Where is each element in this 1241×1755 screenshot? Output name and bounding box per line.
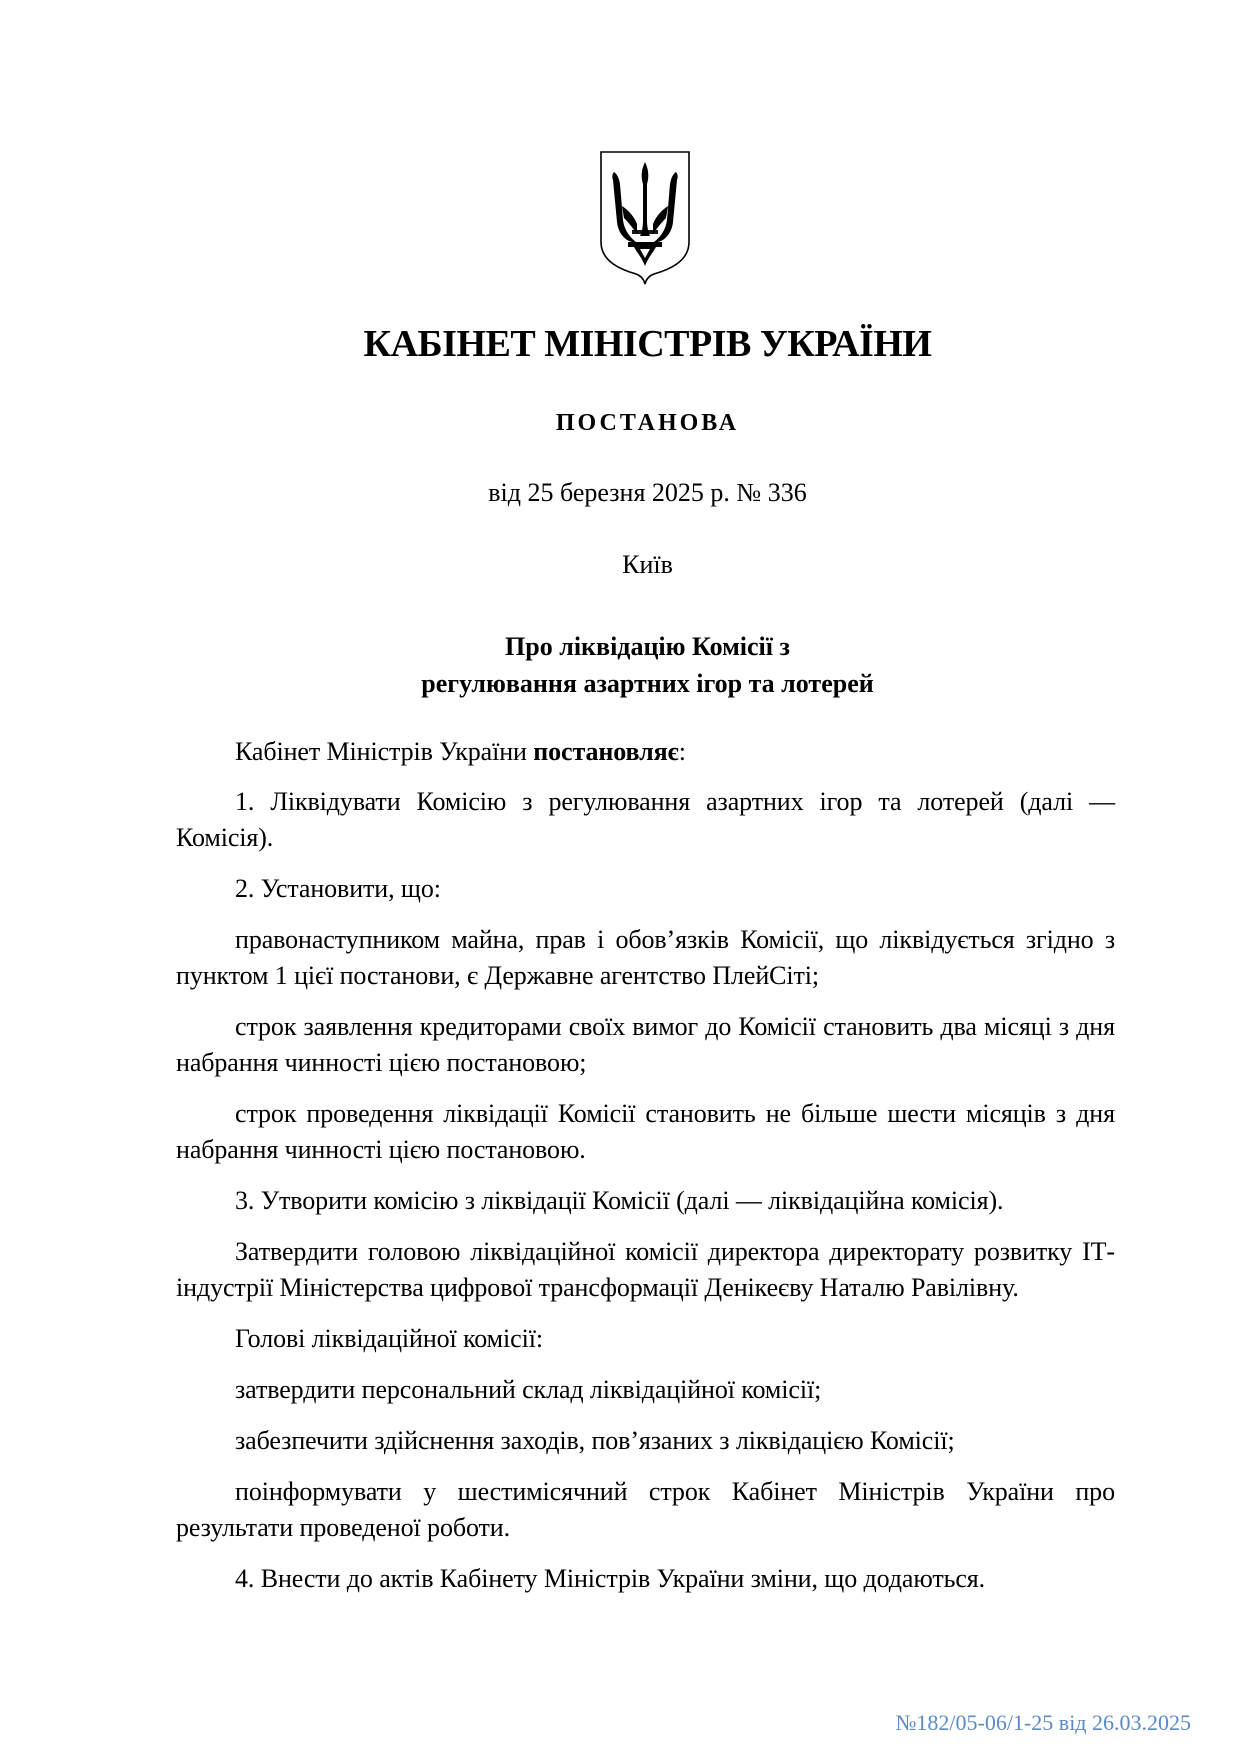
subject-line-2: регулювання азартних ігор та лотерей xyxy=(421,669,874,698)
paragraph-4: 4. Внести до актів Кабінету Міністрів України зміни, що додаються. xyxy=(235,1564,986,1593)
registration-stamp: №182/05-06/1-25 від 26.03.2025 xyxy=(895,1710,1191,1735)
preamble-verb: постановляє xyxy=(533,737,679,766)
paragraph-3c: затвердити персональний склад ліквідаційної комісії; xyxy=(235,1375,822,1404)
preamble-paragraph xyxy=(176,734,1115,770)
document-body xyxy=(176,734,1115,1612)
tryzub-coat-of-arms-icon xyxy=(598,150,692,286)
organization-title: КАБІНЕТ МІНІСТРІВ УКРАЇНИ xyxy=(363,323,932,365)
paragraph-3d: забезпечити здійснення заходів, пов’язаних з ліквідацією Комісії; xyxy=(235,1426,955,1455)
paragraph-2b: строк заявлення кредиторами своїх вимог до Комісії становить два місяці з дня набрання чинності цією постановою; xyxy=(176,1012,1115,1077)
document-type: ПОСТАНОВА xyxy=(555,410,740,436)
paragraph-2: 2. Установити, що: xyxy=(235,874,441,903)
paragraph-2a: правонаступником майна, прав і обов’язків Комісії, що ліквідується згідно з пунктом 1 цієї постанови, є Державне агентство ПлейСіті; xyxy=(176,925,1115,990)
preamble-prefix: Кабінет Міністрів України xyxy=(235,737,534,766)
paragraph-2c: строк проведення ліквідації Комісії становить не більше шести місяців з дня набрання чинності цією постановою. xyxy=(176,1099,1115,1164)
subject-line-1: Про ліквідацію Комісії з xyxy=(505,632,790,661)
document-date-number: від 25 березня 2025 р. № 336 xyxy=(488,478,807,507)
document-subject xyxy=(0,628,1241,702)
preamble-suffix: : xyxy=(678,737,686,766)
document-place: Київ xyxy=(622,550,673,579)
paragraph-3a: Затвердити головою ліквідаційної комісії директора директорату розвитку ІТ-індустрії Міністерства цифрової трансформації Денікеєву Наталю Равілівну. xyxy=(176,1237,1115,1302)
paragraph-1: 1. Ліквідувати Комісію з регулювання азартних ігор та лотерей (далі — Комісія). xyxy=(176,787,1115,852)
paragraph-3b: Голові ліквідаційної комісії: xyxy=(235,1324,543,1353)
paragraph-3: 3. Утворити комісію з ліквідації Комісії (далі — ліквідаційна комісія). xyxy=(235,1186,1004,1215)
paragraph-3e: поінформувати у шестимісячний строк Кабінет Міністрів України про результати проведеної роботи. xyxy=(176,1477,1115,1542)
